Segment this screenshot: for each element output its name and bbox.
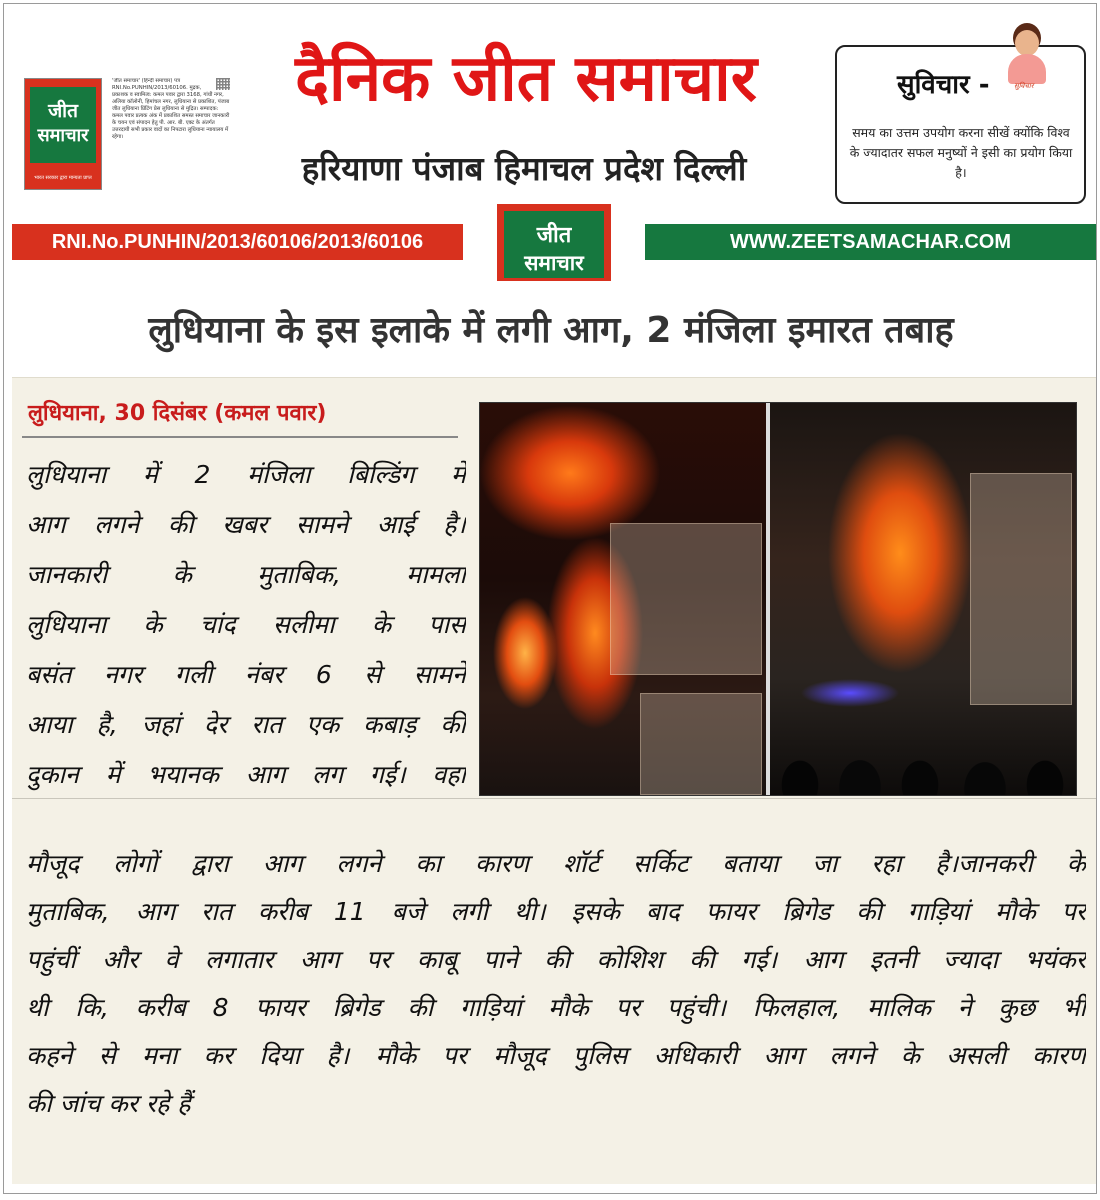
illustration-head xyxy=(1015,30,1039,56)
text-line: थी कि, करीब 8 फायर ब्रिगेड की गाड़ियां मौके पर पहुंची। फिलहाल, मालिक ने कुछ भी xyxy=(26,993,1086,1022)
fire-photo xyxy=(479,402,1077,796)
quote-title: सुविचार - xyxy=(897,70,990,100)
website-bar[interactable]: WWW.ZEETSAMACHAR.COM xyxy=(645,224,1096,260)
text-line: पहुंचीं और वे लगातार आग पर काबू पाने की कोशिश की गई। आग इतनी ज्यादा भयंकर xyxy=(26,945,1086,974)
masthead-logo xyxy=(24,78,102,190)
qr-code-icon xyxy=(216,78,230,90)
article-dateline: लुधियाना, 30 दिसंबर (कमल पवार) xyxy=(22,392,458,438)
article-full-text xyxy=(26,840,1086,1128)
column-line: आया है, जहां देर रात एक कबाड़ की xyxy=(26,710,466,739)
rni-number-bar: RNI.No.PUNHIN/2013/60106/2013/60106 xyxy=(12,224,463,260)
illustration-body xyxy=(1008,54,1046,84)
logo-green-panel xyxy=(30,87,96,163)
article-body xyxy=(12,377,1096,1184)
text-line: मुताबिक, आग रात करीब 11 बजे लगी थी। इसके बाद फायर ब्रिगेड की गाड़ियां मौके पर xyxy=(26,897,1086,926)
logo-line2: समाचार xyxy=(37,125,89,146)
column-line: दुकान में भयानक आग लग गई। वहां xyxy=(26,760,466,789)
newspaper-title: दैनिक जीत समाचार xyxy=(295,42,757,116)
center-logo xyxy=(497,204,611,281)
text-line: मौजूद लोगों द्वारा आग लगने का कारण शॉर्ट सर्किट बताया जा रहा है।जानकरी के xyxy=(26,849,1086,878)
text-line: कहने से मना कर दिया है। मौके पर मौजूद पुलिस अधिकारी आग लगने के असली कारण xyxy=(26,1041,1086,1070)
photo-building-shape xyxy=(610,523,762,675)
photo-crowd xyxy=(770,725,1076,795)
column-line: जानकारी के मुताबिक, मामला xyxy=(26,560,466,589)
article-headline: लुधियाना के इस इलाके में लगी आग, 2 मंजिला इमारत तबाह xyxy=(148,310,954,351)
center-logo-line1: जीत xyxy=(536,223,572,248)
newspaper-page xyxy=(3,3,1097,1194)
text-line: की जांच कर रहे हैं xyxy=(26,1089,191,1118)
namaste-woman-icon xyxy=(1002,26,1052,90)
column-line: लुधियाना में 2 मंजिला बिल्डिंग में xyxy=(26,460,466,489)
illustration-tag: सुविचार xyxy=(1014,82,1034,90)
column-line: आग लगने की खबर सामने आई है। xyxy=(26,510,466,539)
article-column-text xyxy=(26,450,466,800)
imprint-block xyxy=(112,78,230,190)
quote-text: समय का उत्तम उपयोग करना सीखें क्योंकि विश्व के ज्यादातर सफल मनुष्यों ने इसी का प्रयोग किया है। xyxy=(849,125,1073,180)
imprint-text: 'जीत समाचार' (हिन्दी समाचार) पत्र RNI.No.PUNHIN/2013/60106. मुद्रक, प्रकाशक व स्वामित्व: कमल पवार द्वारा 3168, गांधी नगर, अलिया कॉलोनी, हिमांचल नगर, लुधियाना से प्रकाशित, पंजाब जीत लुधियाना प्रिंटिंग प्रेस लुधियाना से मुद्रित। सम्पादक: कमल पवार प्रत्यक अंक में प्रकाशित समस्त समाचार जानकारी के चयन एवं संपादन हेतु पी. आर. बी. एक्ट के अंतर्गत उत्तरदायी सभी प्रकार वादों का निपटारा लुधियाना न्यायालय में रहेगा। xyxy=(112,78,230,140)
center-logo-line2: समाचार xyxy=(524,251,584,275)
column-line: लुधियाना के चांद सलीमा के पास xyxy=(26,610,466,639)
logo-line1: जीत xyxy=(48,100,78,122)
column-line: बसंत नगर गली नंबर 6 से सामने xyxy=(26,660,466,689)
photo-right-building xyxy=(970,473,1072,705)
section-divider xyxy=(12,798,1096,799)
photo-building-lower xyxy=(640,693,762,795)
logo-tagline: भारत सरकार द्वारा मान्यता प्राप्त xyxy=(34,175,92,181)
newspaper-subtitle: हरियाणा पंजाब हिमाचल प्रदेश दिल्ली xyxy=(301,149,747,188)
center-logo-panel xyxy=(504,211,604,278)
